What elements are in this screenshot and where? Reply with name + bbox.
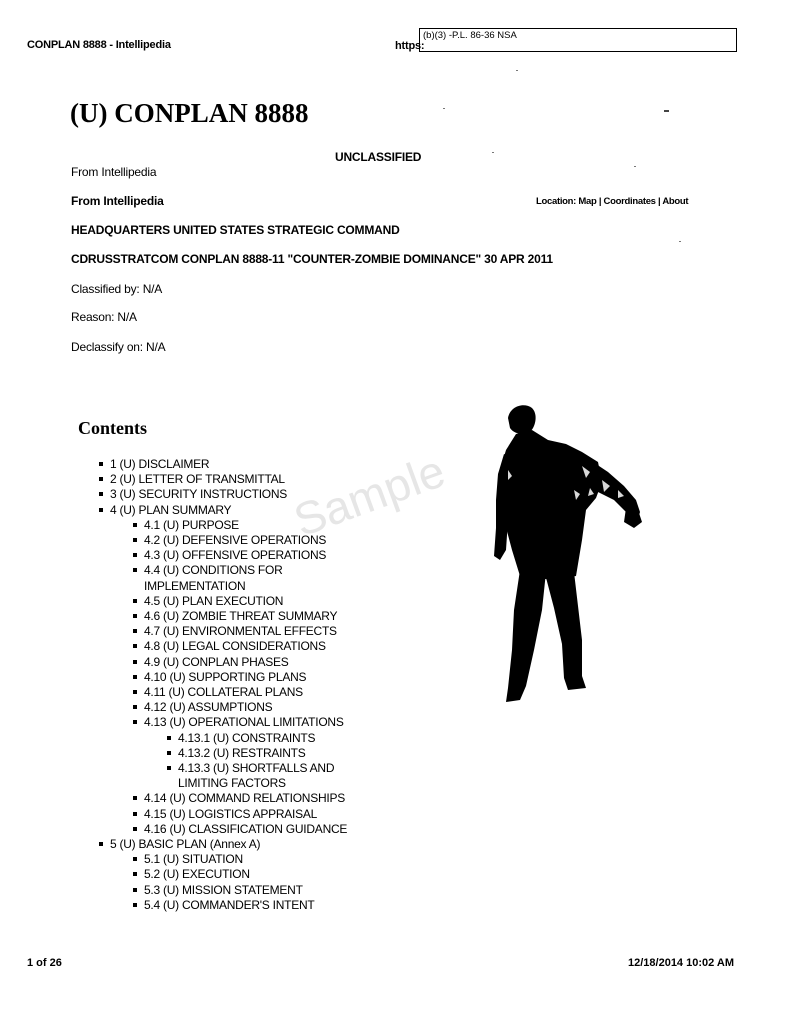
toc-link[interactable]: 4.12 (U) ASSUMPTIONS — [144, 700, 273, 715]
toc-link[interactable]: 4.1 (U) PURPOSE — [144, 517, 239, 532]
toc-item — [166, 731, 428, 746]
toc-link[interactable]: 5.4 (U) COMMANDER'S INTENT — [144, 897, 315, 912]
toc-list — [98, 457, 428, 913]
from-source-line-bold: From Intellipedia — [71, 194, 164, 208]
toc-link[interactable]: 5 (U) BASIC PLAN (Annex A) — [110, 837, 261, 852]
scan-speck — [492, 152, 494, 153]
toc-link[interactable]: 4.13.1 (U) CONSTRAINTS — [178, 730, 316, 745]
toc-item — [98, 472, 428, 487]
toc-link[interactable]: 4.9 (U) CONPLAN PHASES — [144, 654, 289, 669]
toc-link[interactable]: 4.4 (U) CONDITIONS FOR IMPLEMENTATION — [144, 563, 283, 593]
toc-item — [132, 563, 304, 593]
toc-item — [132, 594, 428, 609]
table-of-contents — [98, 457, 428, 913]
location-link-about[interactable]: About — [662, 196, 689, 207]
classification-reason: Reason: N/A — [71, 310, 137, 324]
redaction-label: (b)(3) -P.L. 86-36 NSA — [423, 30, 517, 41]
toc-link[interactable]: 1 (U) DISCLAIMER — [110, 457, 210, 471]
toc-sublist — [132, 518, 428, 837]
location-prefix: Location: — [536, 196, 577, 207]
toc-item — [132, 685, 428, 700]
toc-link[interactable]: 5.1 (U) SITUATION — [144, 852, 243, 867]
toc-item — [132, 700, 428, 715]
toc-item — [132, 715, 428, 791]
toc-link[interactable]: 2 (U) LETTER OF TRANSMITTAL — [110, 472, 285, 487]
toc-item — [98, 457, 428, 472]
print-datetime: 12/18/2014 10:02 AM — [628, 957, 734, 969]
scan-speck — [664, 110, 669, 112]
toc-link[interactable]: 5.2 (U) EXECUTION — [144, 867, 250, 882]
location-link-coordinates[interactable]: Coordinates — [603, 196, 656, 207]
toc-item — [132, 867, 428, 882]
from-source-line: From Intellipedia — [71, 165, 157, 179]
toc-link[interactable]: 5.3 (U) MISSION STATEMENT — [144, 882, 303, 897]
toc-link[interactable]: 4 (U) PLAN SUMMARY — [110, 502, 232, 517]
toc-item — [132, 533, 428, 548]
print-header-url: https: — [395, 40, 425, 52]
toc-item — [132, 670, 428, 685]
toc-item — [132, 852, 428, 867]
toc-item — [132, 883, 428, 898]
toc-item — [166, 746, 428, 761]
toc-sublist — [132, 852, 428, 913]
toc-item — [132, 518, 428, 533]
declassify-on: Declassify on: N/A — [71, 340, 166, 354]
toc-item — [132, 624, 428, 639]
toc-link[interactable]: 4.13.3 (U) SHORTFALLS AND LIMITING FACTORS — [178, 761, 335, 791]
toc-link[interactable]: 4.5 (U) PLAN EXECUTION — [144, 593, 284, 608]
toc-link[interactable]: 4.10 (U) SUPPORTING PLANS — [144, 669, 307, 684]
toc-item — [132, 898, 428, 913]
toc-link[interactable]: 4.2 (U) DEFENSIVE OPERATIONS — [144, 533, 327, 548]
toc-item — [132, 655, 428, 670]
scan-speck — [679, 241, 681, 242]
toc-link[interactable]: 4.16 (U) CLASSIFICATION GUIDANCE — [144, 821, 348, 836]
toc-item — [98, 487, 428, 502]
sample-watermark: Sample — [287, 444, 452, 547]
redaction-box — [419, 28, 737, 52]
print-header-title: CONPLAN 8888 - Intellipedia — [27, 39, 171, 51]
toc-item — [98, 837, 428, 913]
toc-link[interactable]: 4.13.2 (U) RESTRAINTS — [178, 745, 306, 760]
page-number: 1 of 26 — [27, 957, 62, 969]
plan-designation: CDRUSSTRATCOM CONPLAN 8888-11 "COUNTER-ZOMBIE DOMINANCE" 30 APR 2011 — [71, 252, 553, 266]
headquarters-heading: HEADQUARTERS UNITED STATES STRATEGIC COMMAND — [71, 223, 400, 237]
location-separator: | — [655, 196, 663, 207]
zombie-silhouette-icon — [490, 400, 650, 705]
classification-banner: UNCLASSIFIED — [335, 150, 422, 164]
toc-link[interactable]: 3 (U) SECURITY INSTRUCTIONS — [110, 487, 288, 502]
toc-link[interactable]: 4.11 (U) COLLATERAL PLANS — [144, 685, 303, 700]
toc-link[interactable]: 4.13 (U) OPERATIONAL LIMITATIONS — [144, 715, 344, 730]
scan-speck — [634, 166, 636, 167]
toc-link[interactable]: 4.14 (U) COMMAND RELATIONSHIPS — [144, 791, 345, 806]
toc-sublist — [166, 731, 428, 792]
scan-speck — [516, 70, 518, 71]
scan-speck — [443, 108, 445, 109]
toc-link[interactable]: 4.6 (U) ZOMBIE THREAT SUMMARY — [144, 609, 338, 624]
page-title: (U) CONPLAN 8888 — [70, 98, 309, 128]
classified-by: Classified by: N/A — [71, 282, 163, 296]
toc-link[interactable]: 4.8 (U) LEGAL CONSIDERATIONS — [144, 639, 326, 654]
toc-item — [166, 761, 353, 791]
toc-item — [132, 791, 428, 806]
toc-item — [132, 807, 428, 822]
location-separator: | — [596, 196, 604, 207]
toc-item — [132, 639, 428, 654]
toc-link[interactable]: 4.15 (U) LOGISTICS APPRAISAL — [144, 806, 318, 821]
toc-item — [132, 548, 428, 563]
location-link-map[interactable]: Map — [578, 196, 597, 207]
contents-heading: Contents — [78, 418, 148, 438]
toc-item — [132, 822, 428, 837]
toc-item — [132, 609, 428, 624]
toc-item — [98, 503, 428, 837]
toc-link[interactable]: 4.7 (U) ENVIRONMENTAL EFFECTS — [144, 624, 337, 639]
toc-link[interactable]: 4.3 (U) OFFENSIVE OPERATIONS — [144, 548, 327, 563]
location-links — [536, 196, 688, 207]
